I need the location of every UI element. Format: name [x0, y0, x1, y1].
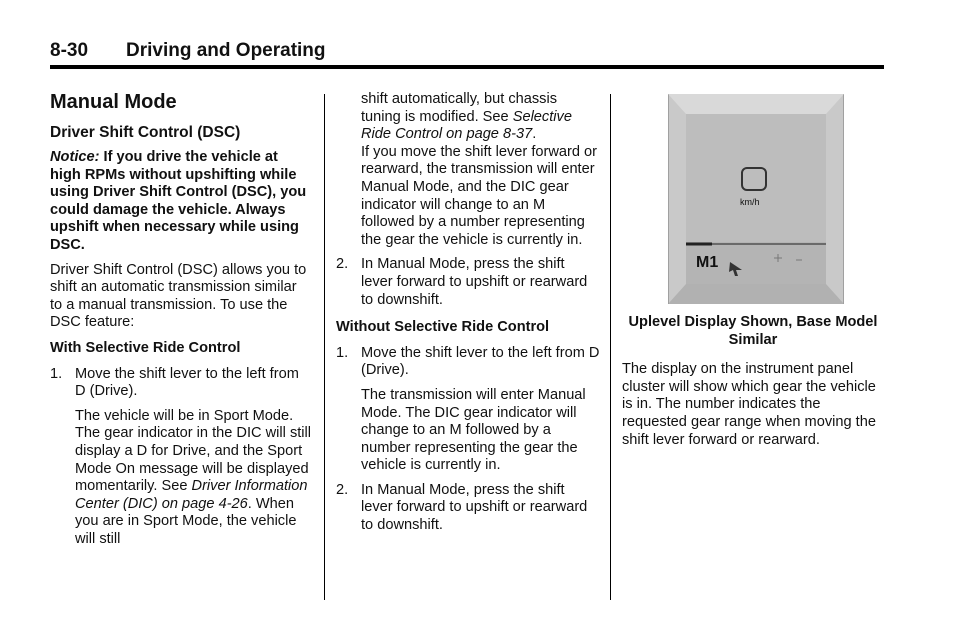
dic-display-figure: [668, 94, 844, 304]
page-header: [50, 38, 884, 69]
speed-unit-label: km/h: [740, 197, 760, 207]
column-divider: [610, 94, 611, 600]
cross-reference-link[interactable]: Driver Information Center (DIC) on page 4‑26: [75, 478, 308, 512]
notice-text: If you drive the vehicle at high RPMs without upshifting while using Driver Shift Control (DSC), you could damage the vehicle. Always upshift when necessary while using DSC.: [50, 149, 307, 253]
list-item: [336, 345, 600, 475]
gear-indicator: M1: [696, 254, 719, 271]
list-item-continued: [336, 91, 600, 249]
column-3: [622, 94, 884, 449]
column-2: [336, 91, 600, 535]
notice-label: Notice:: [50, 149, 100, 165]
list-item: [50, 366, 312, 549]
step-number: 1.: [50, 365, 63, 382]
step-paragraph: The transmission will enter Manual Mode. The DIC gear indicator will change to an M followed by a number representing the gear the vehicle is currently in.: [361, 386, 586, 474]
cross-reference-link[interactable]: Selective Ride Control on page 8‑37: [361, 108, 572, 143]
step-text: Move the shift lever to the left from D (Drive).: [75, 365, 299, 400]
step-text: Move the shift lever to the left from D (Drive).: [361, 344, 600, 379]
column-1: [50, 90, 312, 548]
figure-caption: Uplevel Display Shown, Base Model Similar: [628, 314, 878, 348]
step-paragraph: If you move the shift lever forward or rearward, the transmission will enter Manual Mode, and the DIC gear indicator will change to an M followed by a number representing the gear the vehicle is currently in.: [361, 143, 598, 248]
list-item: [336, 256, 600, 309]
chapter-title: Driving and Operating: [126, 40, 326, 61]
list-item: [336, 482, 600, 535]
with-src-heading: With Selective Ride Control: [50, 339, 241, 356]
step-number: 1.: [336, 344, 349, 361]
step-number: 2.: [336, 481, 349, 498]
body-paragraph: The display on the instrument panel cluster will show which gear the vehicle is in. The number indicates the requested gear range when moving the shift lever forward or rearward.: [622, 361, 876, 448]
step-number: 2.: [336, 256, 349, 273]
step-paragraph: The vehicle will be in Sport Mode. The gear indicator in the DIC will still display a D for Drive, and the Sport Mode On message will be displayed momentarily. See Driver Information Center (DIC) on page 4‑26. When you are in Sport Mode, the vehicle will still: [75, 407, 312, 547]
column-divider: [324, 94, 325, 600]
subsection-heading: Driver Shift Control (DSC): [50, 124, 241, 141]
section-heading: Manual Mode: [50, 91, 177, 113]
page-number: 8-30: [50, 40, 89, 61]
step-text: In Manual Mode, press the shift lever forward to upshift or rearward to downshift.: [361, 256, 588, 308]
step-text: In Manual Mode, press the shift lever forward to upshift or rearward to downshift.: [361, 481, 588, 534]
intro-paragraph: Driver Shift Control (DSC) allows you to shift an automatic transmission similar to a manual transmission. To use the DSC feature:: [50, 261, 307, 331]
continued-paragraph: shift automatically, but chassis tuning is modified. See Selective Ride Control on page 8‑37.: [361, 91, 572, 143]
without-src-heading: Without Selective Ride Control: [336, 319, 550, 336]
notice: [50, 149, 312, 255]
